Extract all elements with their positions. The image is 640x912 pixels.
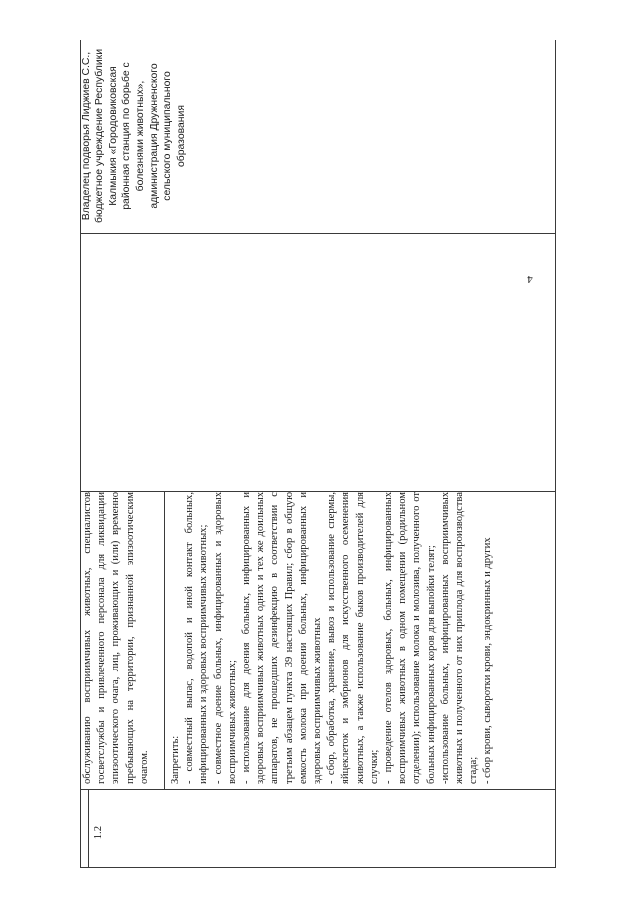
continuation-text: обслуживанию восприимчивых животных, специалистов госветслужбы и привлеченного персонала для ликвидации эпизоотического очага, лиц, проживающих и (или) временно пребывающих на территории, признанной эпизоотическим очагом. [82, 492, 150, 784]
measure-item: - совместное доение больных, инфицированных и здоровых восприимчивых животных; [212, 492, 238, 784]
plan-table [80, 40, 555, 868]
column-divider [80, 789, 555, 790]
measure-item: - сбор крови, сыворотки крови, эндокринных и других [482, 537, 494, 784]
measures-cell [80, 492, 555, 788]
table-border-bottom [555, 40, 556, 868]
measure-item: - сбор, обработка, хранение, вывоз и использование спермы, яйцеклеток и эмбрионов для искусственного осеменения животных, а также использование быков производителей для случки; [326, 492, 380, 784]
measure-item: - совместный выпас, водопой и иной контакт больных, инфицированных и здоровых восприимчивых животных; [184, 492, 210, 784]
executors-cell [80, 40, 187, 232]
column-divider [80, 233, 555, 234]
measure-item: Запретить: [170, 735, 181, 784]
row-number: 1.2 [93, 826, 104, 840]
row-number-cell [80, 790, 104, 868]
rotated-page [80, 40, 555, 868]
measure-item: -использование больных, инфицированных восприимчивых животных и полученного от них приплода для воспроизводства стада; [439, 492, 480, 784]
measures-list [165, 492, 496, 784]
measure-item: - использование для доения больных, инфицированных и здоровых восприимчивых животных одних и тех же доильных аппаратов, не прошедших дезинфекцию в соответствии с третьим абзацем пункта 39 настоящих Правил; сбор в общую емкость молока при доении больных, инфицированных и здоровых восприимчивых животных [241, 492, 324, 784]
table-border-left [80, 867, 555, 868]
executors-text: Владелец подворья Лиджиев С.С., бюджетное учреждение Республики Калмыкия «Городовиковская районная станция по борьбе с болезнями животных», администрация Дружненского сельского муниципального образования [80, 48, 187, 224]
row-divider-number [88, 790, 89, 868]
page-number: 4 [527, 273, 533, 285]
measure-item: - проведение отелов здоровых, больных, инфицированных восприимчивых животных в одном помещении (родильном отделении); использование молока и молозива, полученного от больных инфицированных коров для выпойки телят; [383, 492, 437, 784]
